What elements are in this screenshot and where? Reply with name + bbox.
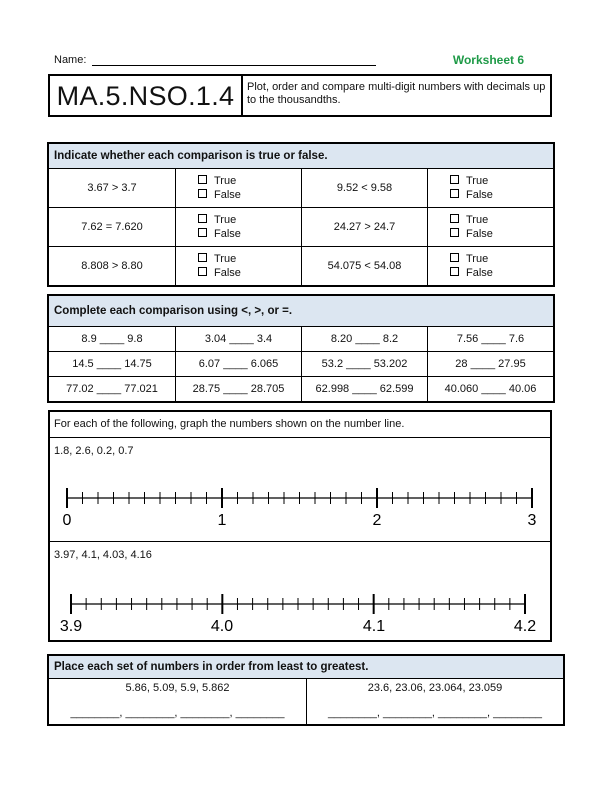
- left-value: 3.04: [204, 333, 227, 345]
- axis-label: 3.9: [59, 618, 83, 635]
- left-value: 62.998: [315, 383, 350, 395]
- right-value: 28.705: [250, 383, 285, 395]
- true-label: True: [466, 253, 489, 265]
- axis-label: 4.0: [210, 618, 234, 635]
- number-line-prompt: 1.8, 2.6, 0.2, 0.7: [54, 445, 134, 457]
- compare-item: [49, 377, 176, 402]
- compare-item: [176, 327, 302, 352]
- right-value: 53.202: [373, 358, 408, 370]
- true-false-options: [176, 247, 302, 286]
- right-value: 7.6: [508, 333, 525, 345]
- checkbox-true[interactable]: [450, 253, 459, 262]
- comparison: 3.67 > 3.7: [49, 169, 176, 208]
- right-value: 3.4: [256, 333, 273, 345]
- compare-item: [49, 327, 176, 352]
- comparison-blank[interactable]: ____: [229, 333, 254, 345]
- true-false-options: [176, 169, 302, 208]
- right-value: 14.75: [124, 358, 152, 370]
- axis-label: 4.1: [362, 618, 386, 635]
- true-false-options: [428, 247, 554, 286]
- comparison-blank[interactable]: ____: [481, 383, 506, 395]
- comparison-blank[interactable]: ____: [355, 333, 380, 345]
- comparison: 24.27 > 24.7: [302, 208, 428, 247]
- false-label: False: [214, 228, 241, 240]
- comparison-blank[interactable]: ____: [223, 358, 248, 370]
- comparison-blank[interactable]: ____: [223, 383, 248, 395]
- checkbox-false[interactable]: [198, 228, 207, 237]
- true-label: True: [214, 175, 237, 187]
- right-value: 8.2: [382, 333, 399, 345]
- compare-item: [302, 352, 428, 377]
- comparison: 9.52 < 9.58: [302, 169, 428, 208]
- ordering-cell: [307, 679, 564, 725]
- number-line-section: [48, 410, 552, 642]
- true-false-options: [428, 208, 554, 247]
- left-value: 14.5: [72, 358, 94, 370]
- true-false-options: [176, 208, 302, 247]
- false-label: False: [214, 189, 241, 201]
- name-label: Name:: [54, 54, 87, 66]
- standard-box: [48, 74, 552, 117]
- compare-item: [428, 377, 554, 402]
- ordering-table: [48, 655, 564, 725]
- left-value: 77.02: [66, 383, 94, 395]
- true-label: True: [214, 214, 237, 226]
- number-line-prompt: 3.97, 4.1, 4.03, 4.16: [54, 549, 152, 561]
- true-false-options: [428, 169, 554, 208]
- checkbox-false[interactable]: [450, 267, 459, 276]
- checkbox-true[interactable]: [450, 175, 459, 184]
- comparison-blank[interactable]: ____: [481, 333, 506, 345]
- comparison: 7.62 = 7.620: [49, 208, 176, 247]
- comparison: 8.808 > 8.80: [49, 247, 176, 286]
- axis-label: 0: [62, 512, 72, 529]
- left-value: 6.07: [198, 358, 221, 370]
- compare-table: [48, 295, 554, 402]
- left-value: 8.20: [330, 333, 353, 345]
- checkbox-true[interactable]: [198, 253, 207, 262]
- standard-description: Plot, order and compare multi-digit numbers with decimals up to the thousandths.: [247, 81, 546, 106]
- worksheet-label: Worksheet 6: [452, 53, 524, 67]
- left-value: 53.2: [321, 358, 344, 370]
- right-value: 27.95: [498, 358, 526, 370]
- checkbox-false[interactable]: [450, 189, 459, 198]
- comparison-blank[interactable]: ____: [96, 383, 122, 395]
- false-label: False: [214, 267, 241, 279]
- checkbox-true[interactable]: [198, 175, 207, 184]
- number-set: 23.6, 23.06, 23.064, 23.059: [367, 682, 503, 694]
- left-value: 40.060: [444, 383, 479, 395]
- ordering-cell: [49, 679, 307, 725]
- true-label: True: [466, 214, 489, 226]
- compare-item: [302, 327, 428, 352]
- false-label: False: [466, 267, 493, 279]
- checkbox-false[interactable]: [198, 189, 207, 198]
- true-label: True: [466, 175, 489, 187]
- standard-code: MA.5.NSO.1.4: [50, 76, 243, 115]
- checkbox-true[interactable]: [198, 214, 207, 223]
- comparison: 54.075 < 54.08: [302, 247, 428, 286]
- compare-item: [428, 327, 554, 352]
- compare-item: [176, 352, 302, 377]
- right-value: 6.065: [250, 358, 279, 370]
- right-value: 9.8: [127, 333, 143, 345]
- number-set: 5.86, 5.09, 5.9, 5.862: [125, 682, 230, 694]
- comparison-blank[interactable]: ____: [470, 358, 496, 370]
- right-value: 62.599: [379, 383, 414, 395]
- number-lines-svg: [50, 412, 550, 640]
- axis-label: 2: [372, 512, 382, 529]
- comparison-blank[interactable]: ____: [96, 358, 122, 370]
- compare-item: [302, 377, 428, 402]
- name-row: [54, 52, 564, 70]
- name-field[interactable]: [92, 65, 376, 66]
- number-line-1[interactable]: [63, 488, 537, 529]
- axis-label: 1: [217, 512, 227, 529]
- true-false-instruction: Indicate whether each comparison is true or false.: [49, 144, 554, 169]
- right-value: 40.06: [508, 383, 537, 395]
- number-line-2[interactable]: [60, 594, 536, 635]
- compare-item: [176, 377, 302, 402]
- number-line-instruction: For each of the following, graph the numbers shown on the number line.: [54, 418, 405, 430]
- compare-item: [49, 352, 176, 377]
- comparison-blank[interactable]: ____: [352, 383, 377, 395]
- answer-blanks[interactable]: ________, ________, ________, ________: [70, 707, 285, 719]
- true-false-table: [48, 143, 554, 286]
- left-value: 28.75: [192, 383, 221, 395]
- checkbox-false[interactable]: [198, 267, 207, 276]
- answer-blanks[interactable]: ________, ________, ________, ________: [327, 707, 543, 719]
- right-value: 77.021: [124, 383, 158, 395]
- compare-instruction: Complete each comparison using <, >, or =.: [49, 296, 554, 327]
- axis-label: 4.2: [513, 618, 537, 635]
- comparison-blank[interactable]: ____: [346, 358, 371, 370]
- checkbox-false[interactable]: [450, 228, 459, 237]
- axis-label: 3: [527, 512, 537, 529]
- compare-item: [428, 352, 554, 377]
- checkbox-true[interactable]: [450, 214, 459, 223]
- false-label: False: [466, 189, 493, 201]
- ordering-instruction: Place each set of numbers in order from least to greatest.: [49, 656, 564, 679]
- comparison-blank[interactable]: ____: [99, 333, 125, 345]
- left-value: 7.56: [456, 333, 479, 345]
- left-value: 8.9: [81, 333, 97, 345]
- false-label: False: [466, 228, 493, 240]
- true-label: True: [214, 253, 237, 265]
- left-value: 28: [455, 358, 468, 370]
